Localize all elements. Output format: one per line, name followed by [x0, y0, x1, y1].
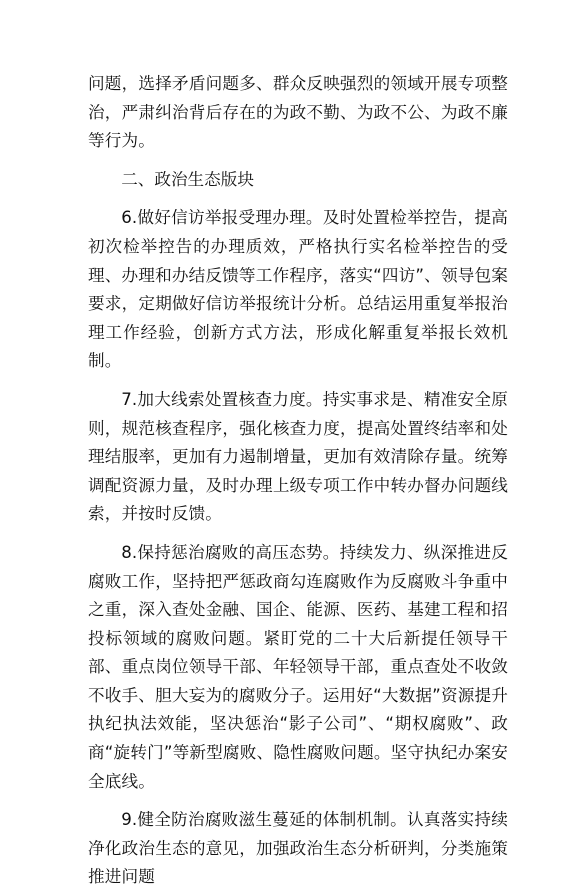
paragraph-gap	[88, 529, 508, 539]
paragraph-gap	[88, 194, 508, 204]
paragraph-gap	[88, 156, 508, 166]
paragraph-continued: 问题，选择矛盾问题多、群众反映强烈的领域开展专项整治，严肃纠治背后存在的为政不勤、为政不公、为政不廉等行为。	[88, 74, 508, 151]
paragraph-item-6: 6.做好信访举报受理办理。及时处置检举控告，提高初次检举控告的办理质效，严格执行实名检举控告的受理、办理和办结反馈等工作程序，落实“四访”、领导包案要求，定期做好信访举报统计分析。总结运用重复举报治理工作经验，创新方式方法，形成化解重复举报长效机制。	[88, 208, 508, 371]
document-body	[88, 70, 508, 892]
paragraph-item-8: 8.保持惩治腐败的高压态势。持续发力、纵深推进反腐败工作，坚持把严惩政商勾连腐败作为反腐败斗争重中之重，深入查处金融、国企、能源、医药、基建工程和招投标领域的腐败问题。紧盯党的二十大后新提任领导干部、重点岗位领导干部、年轻领导干部，重点查处不收敛不收手、胆大妄为的腐败分子。运用好“大数据”资源提升执纪执法效能，坚决惩治“影子公司”、“期权腐败”、政商“旋转门”等新型腐败、隐性腐败问题。坚守执纪办案安全底线。	[88, 542, 508, 791]
paragraph-gap	[88, 796, 508, 806]
paragraph-item-7: 7.加大线索处置核查力度。持实事求是、精准安全原则，规范核查程序，强化核查力度，提高处置终结率和处理结服率，更加有力遏制增量，更加有效清除存量。统筹调配资源力量，及时办理上级专项工作中转办督办问题线索，并按时反馈。	[88, 389, 508, 524]
paragraph-item-9: 9.健全防治腐败滋生蔓延的体制机制。认真落实持续净化政治生态的意见，加强政治生态分析研判，分类施策推进问题	[88, 810, 508, 887]
paragraph-gap	[88, 376, 508, 386]
section-heading: 二、政治生态版块	[121, 169, 254, 189]
